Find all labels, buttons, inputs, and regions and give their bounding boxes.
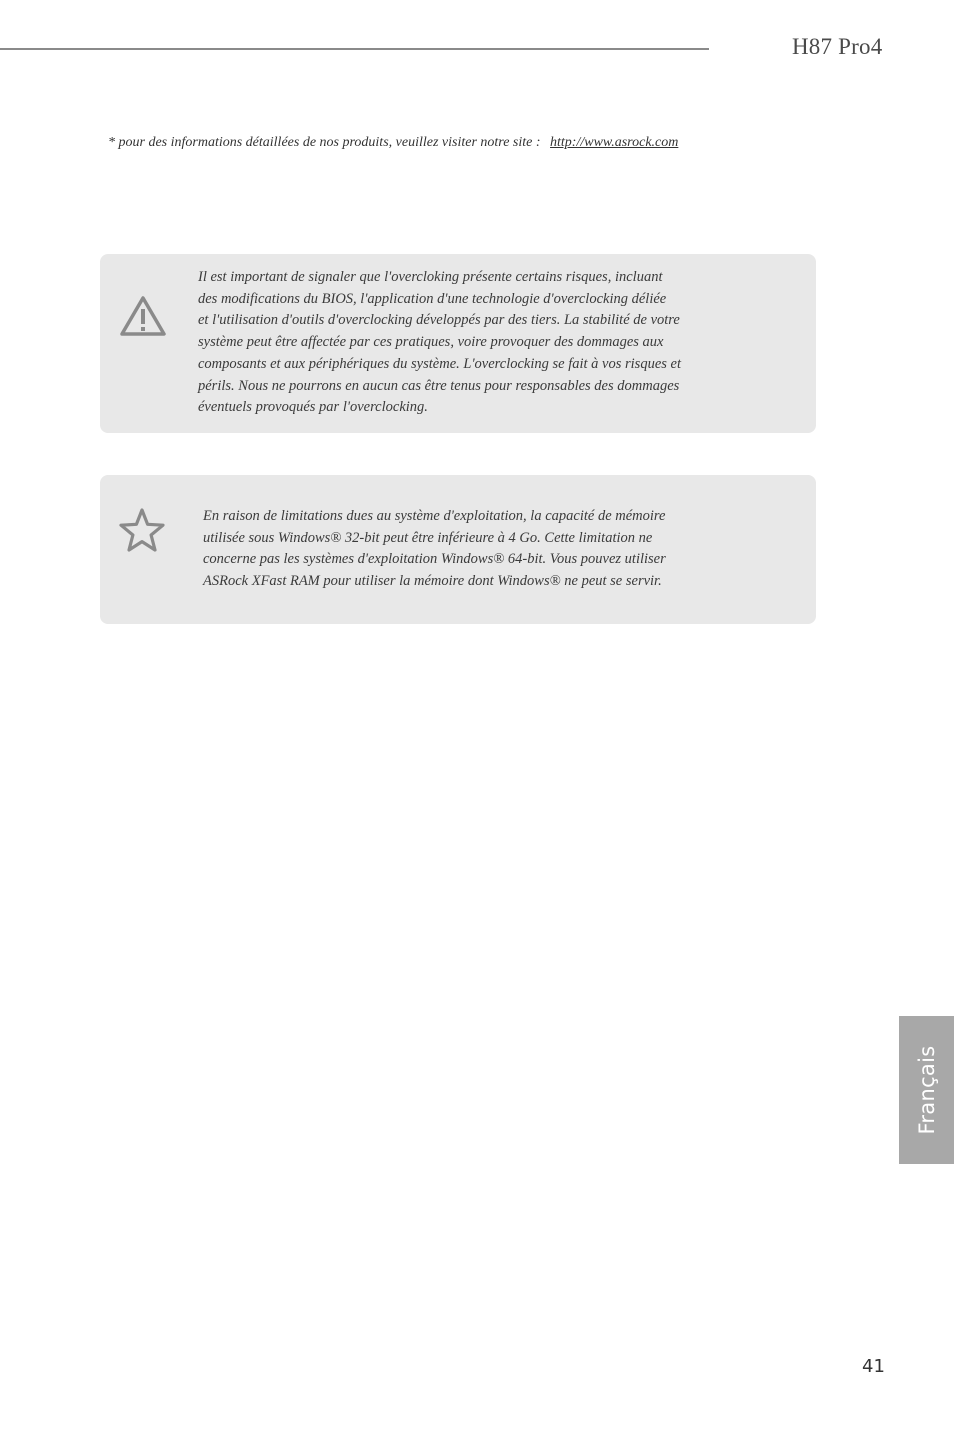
warning-triangle-icon (118, 294, 168, 338)
tip-line: ASRock XFast RAM pour utiliser la mémoire dont Windows® ne peut se servir. (203, 573, 662, 590)
star-icon (118, 507, 166, 553)
header-rule (0, 48, 709, 50)
warning-line: périls. Nous ne pourrons en aucun cas être tenus pour responsables des dommages (198, 377, 680, 394)
warning-line: système peut être affectée par ces pratiques, voire provoquer des dommages aux (198, 334, 664, 351)
website-link[interactable]: http://www.asrock.com (550, 135, 679, 150)
warning-line: Il est important de signaler que l'overcloking présente certains risques, incluant (198, 269, 663, 285)
warning-note (100, 254, 816, 433)
warning-line: des modifications du BIOS, l'application d'une technologie d'overclocking déliée (198, 290, 667, 307)
tip-note (100, 475, 816, 624)
warning-line: composants et aux périphériques du système. L'overclocking se fait à vos risques et (198, 355, 681, 372)
warning-line: et l'utilisation d'outils d'overclocking développés par des tiers. La stabilité de votre (198, 312, 680, 329)
tip-line: En raison de limitations dues au système d'exploitation, la capacité de mémoire (203, 508, 666, 524)
page-number: 41 (862, 1356, 885, 1377)
footnote (108, 135, 808, 151)
footnote-text: * pour des informations détaillées de nos produits, veuillez visiter notre site : (108, 135, 541, 150)
warning-text (198, 267, 758, 419)
tip-text (203, 506, 763, 593)
tip-line: utilisée sous Windows® 32-bit peut être inférieure à 4 Go. Cette limitation ne (203, 529, 653, 546)
language-tab-label: Français (914, 1045, 939, 1135)
model-title: H87 Pro4 (792, 34, 883, 59)
language-tab (899, 1016, 954, 1164)
warning-line: éventuels provoqués par l'overclocking. (198, 399, 428, 416)
tip-line: concerne pas les systèmes d'exploitation Windows® 64-bit. Vous pouvez utiliser (203, 551, 666, 568)
